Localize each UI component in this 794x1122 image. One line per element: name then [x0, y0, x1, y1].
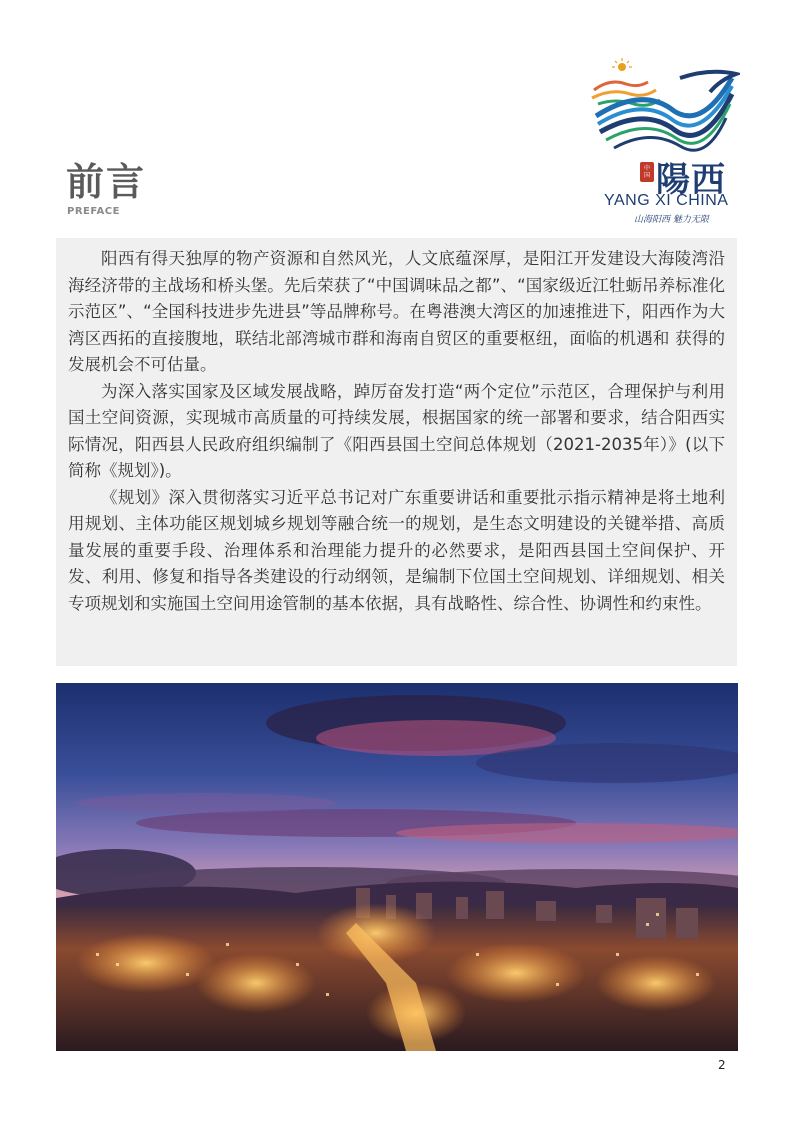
- preface-paragraph: 阳西有得天独厚的物产资源和自然风光，人文底蕴深厚，是阳江开发建设大海陵湾沿海经济带的主战场和桥头堡。先后荣获了“中国调味品之都”、“国家级近江牡蛎吊养标准化示范区”、“全国科技进步先进县”等品牌称号。在粤港澳大湾区的加速推进下，阳西作为大湾区西拓的直接腹地，联结北部湾城市群和海南自贸区的重要枢纽，面临的机遇和 获得的发展机会不可估量。: [68, 249, 725, 374]
- logo-english-name: YANG XI CHINA: [604, 192, 729, 209]
- page-title: 前言: [66, 160, 147, 204]
- preface-paragraph: 《规划》深入贯彻落实习近平总书记对广东重要讲话和重要批示指示精神是将土地利用规划、主体功能区规划城乡规划等融合统一的规划，是生态文明建设的关键举措、高质量发展的重要手段、治理体系和治理能力提升的必然要求，是阳西县国土空间保护、开发、利用、修复和指导各类建设的行动纲领，是编制下位国土空间规划、详细规划、相关专项规划和实施国土空间用途管制的基本依据，具有战略性、综合性、协调性和约束性。: [68, 487, 725, 613]
- page-number: 2: [718, 1058, 726, 1072]
- page-subtitle: PREFACE: [67, 206, 120, 217]
- city-skyline-image: [56, 683, 738, 1051]
- city-night-photo: [56, 683, 738, 1051]
- logo-slogan: 山海阳西 魅力无限: [634, 215, 709, 225]
- logo-seal-text: 中国: [643, 165, 650, 179]
- logo-chinese-name: 陽西: [656, 160, 726, 200]
- preface-paragraph: 为深入落实国家及区域发展战略，踔厉奋发打造“两个定位”示范区，合理保护与利用国土空间资源，实现城市高质量的可持续发展，根据国家的统一部署和要求，结合阳西实际情况，阳西县人民政府组织编制了《阳西县国土空间总体规划（2021-2035年）》(以下简称《规划》)。: [68, 381, 725, 480]
- preface-text-box: [56, 238, 737, 666]
- yangxi-logo: [590, 58, 740, 228]
